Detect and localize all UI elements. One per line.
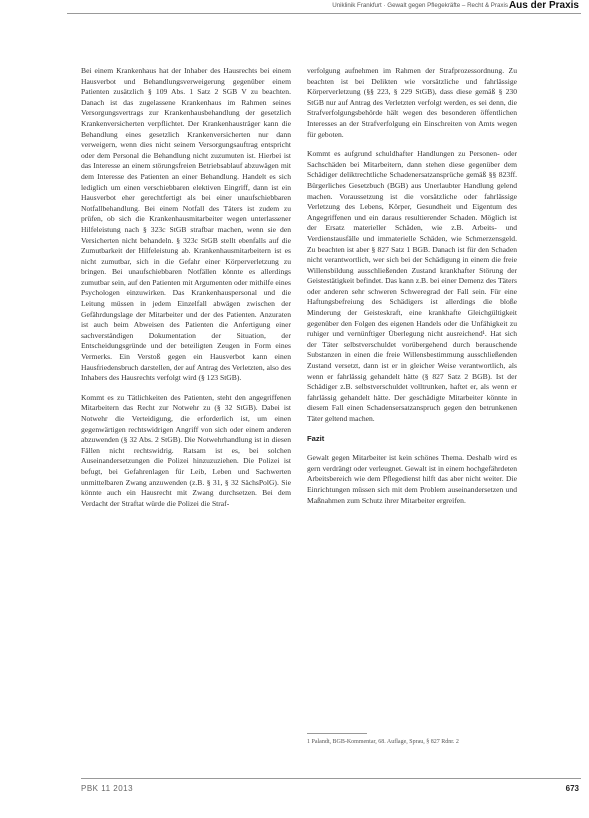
left-column — [81, 66, 291, 518]
footnote-rule — [307, 733, 367, 734]
left-paragraph-1: Bei einem Krankenhaus hat der Inhaber des Hausrechts bei einem Hausverbot und Behandlungsverweigerung gegenüber einem Patienten zusätzlich § 109 Abs. 1 Satz 2 SGB V zu beachten. Danach ist das zugelassene Krankenhaus im Rahmen seines Versorgungsvertrags zur Krankenhausbehandlung der gesetzlich Krankenversicherten verpflichtet. Der Krankenhausträger kann die Behandlung eines gesetzlich Krankenversicherten nur dann verweigern, wenn dies nicht seinem Versorgungsauftrag entspricht oder dem Personal die Behandlung nicht zuzumuten ist. Hierbei ist das Interesse an einem störungsfreien Betriebsablauf abzuwägen mit dem Interesse des Patienten an einer Behandlung. Handelt es sich lediglich um einen verschiebbaren elektiven Eingriff, dann ist ein Hausverbot eher gerechtfertigt als bei einer unaufschiebbaren Notfallbehandlung. Bei einem Notfall des Täters ist zudem zu prüfen, ob sich die Krankenhausmitarbeiter wegen unterlassener Hilfeleistung nach § 323c StGB strafbar machen, wenn sie den Versicherten nicht behandeln. § 323c StGB stellt ebenfalls auf die Zumutbarkeit der Hilfeleistung ab. Krankenhausmitarbeitern ist es nicht zumutbar, sich in die Gefahr einer Körperverletzung zu bringen. Bei unaufschiebbaren Notfällen könnte es allerdings zumutbar sein, auf den Patienten mit Argumenten oder mithilfe eines Psychologen einzuwirken. Das Krankenhauspersonal und die Leitung müssen in jedem Einzelfall abwägen zwischen der Gefährdungslage der Mitarbeiter und der des Patienten. Anzuraten ist auch beim Abweisen des Patienten die Anfertigung einer sachverständigen Dokumentation der Situation, der Entscheidungsgründe und der beteiligten Zeugen in Form eines Vermerks. Ein Verstoß gegen ein Hausverbot kann einen Hausfriedensbruch darstellen, der auf Antrag des Verletzten, also des Inhabers des Hausrechts verfolgt wird (§ 123 StGB). — [81, 66, 291, 383]
section-label: Aus der Praxis — [508, 0, 579, 11]
footnote: 1 Palandt, BGB-Kommentar, 68. Auflage, Sprau, § 827 Rdnr. 2 — [307, 739, 459, 745]
page-header — [0, 0, 589, 14]
section-heading-fazit: Fazit — [307, 433, 325, 443]
page-footer — [0, 776, 589, 806]
right-paragraph-1: verfolgung aufnehmen im Rahmen der Strafprozessordnung. Zu beachten ist bei Delikten wie vorsätzliche und fahrlässige Körperverletzung (§§ 223, § 229 StGB), dass diese gemäß § 230 StGB nur auf Antrag des Verletzten verfolgt werden, es sei denn, die Strafverfolgungsbehörde hält wegen des besonderen öffentlichen Interesses an der Strafverfolgung ein Einschreiten von Amts wegen für geboten. — [307, 66, 517, 139]
page-number: 673 — [565, 784, 579, 793]
right-paragraph-2: Kommt es aufgrund schuldhafter Handlungen zu Personen- oder Sachschäden bei Mitarbeitern, dann stehen diese gegenüber dem Schädiger deliktrechtliche Schadenersatzansprüche gemäß §§ 823ff. Bürgerliches Gesetzbuch (BGB) aus Unerlaubter Handlung gelend machen. Voraussetzung ist die vorsätzliche oder fahrlässige Verletzung des Lebens, Körper, Gesundheit und Eigentum des Angegriffenen und ein daraus resultierender Schaden. Möglich ist der Ersatz materieller Schäden, wie z.B. Arbeits- und Verdienstausfälle und immaterielle Schäden, wie Schmerzensgeld. Zu beachten ist aber § 827 Satz 1 BGB. Danach ist für den Schaden nicht verantwortlich, wer sich bei der Schädigung in einem die freie Willensbildung ausschließenden Zustand krankhafter Störung der Geistestätigkeit befindet. Das kann z.B. bei einer Demenz des Täters oder anderen sehr schweren Schweregrad der Fall sein. Für eine Haftungsbefreiung des Schädigers ist allerdings die bloße Minderung der Geisteskraft, eine krankhafte Gleichgültigkeit gegenüber den Folgen des eigenen Handels oder die Unfähigkeit zu ruhiger und vernünftiger Überlegung nicht ausreichend¹. Hat sich der Täter selbstverschuldet vorübergehend durch berauschende Substanzen in einen die freie Willensbestimmung ausschließenden Zustand versetzt, dann ist er in gleicher Weise verantwortlich, als wenn er fahrlässig gehandelt hätte (§ 827 Satz 2 BGB). Ist der Schädiger z.B. selbstverschuldet volltrunken, haftet er, als wenn er fahrlässig gehandelt hätte. Der geschädigte Mitarbeiter könnte in diesem Fall einen Schadensersatzanspruch gegen den betrunkenen Täter geltend machen. — [307, 149, 517, 423]
right-column — [307, 66, 517, 515]
running-title: Uniklinik Frankfurt · Gewalt gegen Pflegekräfte – Recht & Praxis — [332, 2, 508, 9]
header-rule — [67, 13, 581, 14]
journal-issue: PBK 11 2013 — [81, 784, 134, 793]
footer-rule — [81, 778, 581, 779]
left-paragraph-2: Kommt es zu Tätlichkeiten des Patienten, steht den angegriffenen Mitarbeitern das Recht zur Notwehr zu (§ 32 StGB). Dabei ist Notwehr die Verteidigung, die erforderlich ist, um einen gegenwärtigen rechtswidrigen Angriff von sich oder einem anderen abzuwenden (§ 32 Abs. 2 StGB). Die Notwehrhandlung ist in diesen Fällen nicht rechtswidrig. Ratsam ist es, bei solchen Auseinandersetzungen die Polizei hinzuzuziehen. Die Polizei ist befugt, bei Gefahrenlagen für Leib, Leben und Sachwerten unmittelbaren Zwang anzuwenden (z.B. § 31, § 32 SächsPolG). Sie könnte auch ein Hausrecht mit Zwang durchsetzen. Bei dem Verdacht der Straftat würde die Polizei die Straf- — [81, 392, 291, 508]
right-paragraph-3: Gewalt gegen Mitarbeiter ist kein schönes Thema. Deshalb wird es gern verdrängt oder verleugnet. Gewalt ist in einem hochgefährdeten Arbeitsbereich wie dem Pflegedienst hilft das aber nicht weiter. Die Einrichtungen müssen sich mit dem Problem auseinandersetzen und Maßnahmen zum Schutz ihrer Mitarbeiter ergreifen. — [307, 453, 517, 505]
